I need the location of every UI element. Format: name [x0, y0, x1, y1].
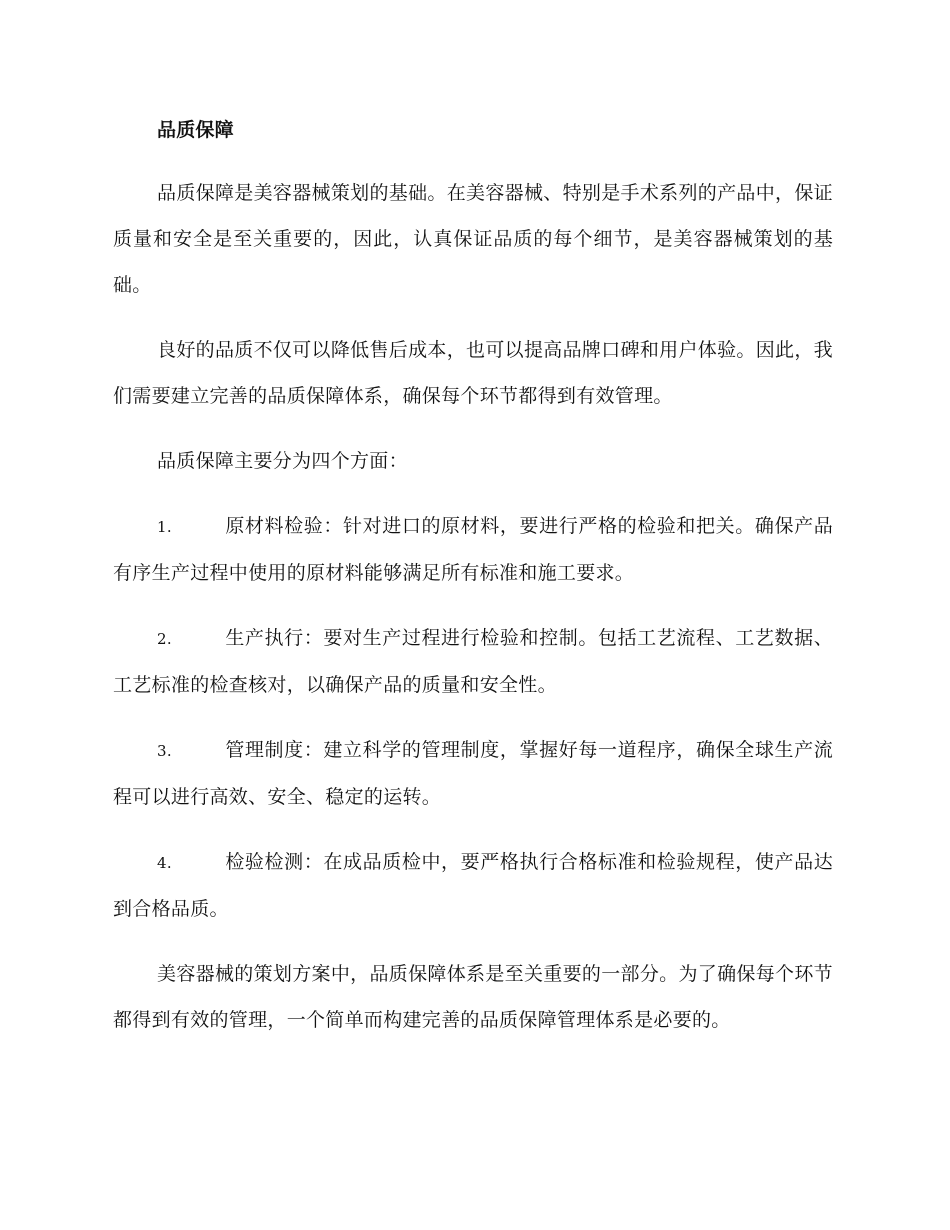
list-item-text: 生产执行：要对生产过程进行检验和控制。包括工艺流程、工艺数据、工艺标准的检查核对，以确保产品的质量和安全性。 [113, 627, 833, 696]
aspects-intro-paragraph: 品质保障主要分为四个方面： [157, 450, 408, 472]
section-heading: 品质保障 [157, 119, 234, 141]
list-item-text: 检验检测：在成品质检中，要严格执行合格标准和检验规程，使产品达到合格品质。 [113, 851, 833, 920]
document-body [113, 114, 833, 1062]
list-item-inspection [113, 839, 833, 932]
closing-paragraph: 美容器械的策划方案中，品质保障体系是至关重要的一部分。为了确保每个环节都得到有效的管理，一个简单而构建完善的品质保障管理体系是必要的。 [113, 963, 833, 1031]
list-number: 3. [157, 742, 172, 760]
list-item-raw-material [113, 503, 833, 596]
list-item-text: 原材料检验：针对进口的原材料，要进行严格的检验和把关。确保产品有序生产过程中使用的原材料能够满足所有标准和施工要求。 [113, 515, 833, 584]
list-number: 2. [157, 630, 172, 648]
intro-paragraph: 品质保障是美容器械策划的基础。在美容器械、特别是手术系列的产品中，保证质量和安全是至关重要的，因此，认真保证品质的每个细节，是美容器械策划的基础。 [113, 182, 833, 296]
list-item-management [113, 727, 833, 820]
quality-benefit-paragraph: 良好的品质不仅可以降低售后成本，也可以提高品牌口碑和用户体验。因此，我们需要建立完善的品质保障体系，确保每个环节都得到有效管理。 [113, 339, 833, 407]
list-number: 1. [157, 518, 172, 536]
list-item-text: 管理制度：建立科学的管理制度，掌握好每一道程序，确保全球生产流程可以进行高效、安全、稳定的运转。 [113, 739, 833, 808]
list-number: 4. [157, 854, 172, 872]
list-item-production [113, 615, 833, 708]
